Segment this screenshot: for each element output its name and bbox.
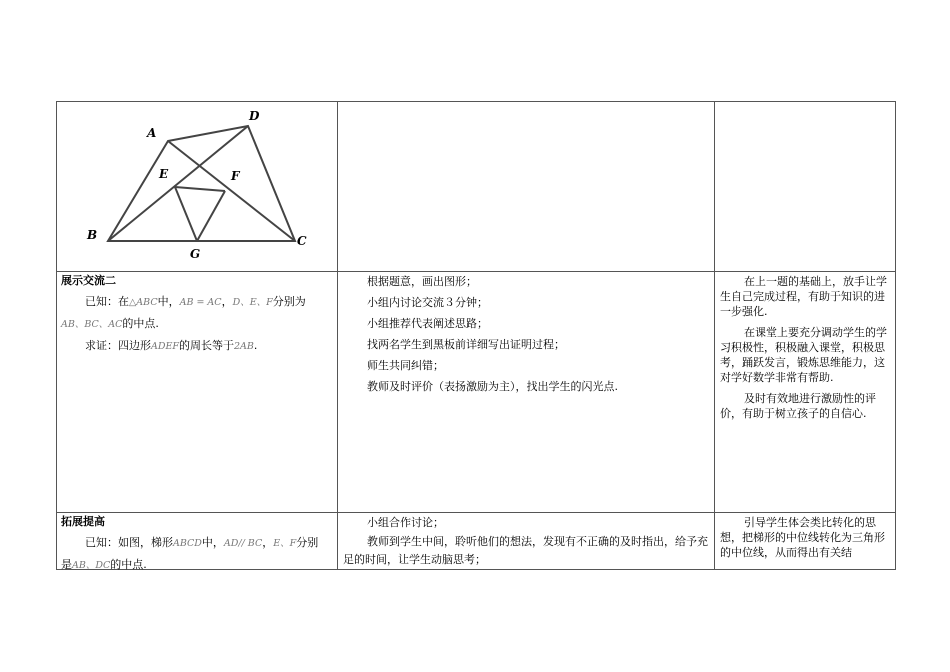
column-divider-2	[714, 102, 715, 569]
section2-title: 拓展提高	[61, 515, 105, 528]
section2-given-cont: 是AB、DC的中点.	[61, 558, 147, 571]
intent-paragraph: 在课堂上要充分调动学生的学习积极性，积极融入课堂，积极思考，踊跃发言，锻炼思维能力，这对学好数学非常有帮助.	[720, 326, 887, 384]
lesson-table	[56, 101, 896, 570]
segment-ef	[175, 187, 225, 191]
intent-paragraph: 引导学生体会类比转化的思想，把梯形的中位线转化为三角形的中位线，从而得出有关结	[720, 516, 885, 559]
diagonal-bd	[108, 126, 248, 241]
activity-item: 根据题意，画出图形；	[367, 275, 477, 288]
section1-title: 展示交流二	[61, 274, 116, 287]
section1-prove: 求证：四边形ADEF的周长等于2AB.	[85, 339, 258, 352]
intent-paragraph: 在上一题的基础上，放手让学生自己完成过程，有助于知识的进一步强化.	[720, 275, 887, 318]
section1-given-cont: AB、BC、AC的中点.	[61, 317, 159, 330]
label-g: G	[190, 247, 201, 261]
segment-fg	[197, 191, 225, 241]
label-b: B	[87, 228, 98, 242]
section1-activities	[337, 271, 714, 397]
label-c: C	[297, 234, 307, 248]
activity-item: 师生共同纠错；	[367, 359, 444, 372]
section2-given: 已知：如图，梯形ABCD中，AD// BC，E、F分别	[85, 536, 319, 549]
section1-given: 已知：在△ABC中，AB = AC，D、E、F分别为	[85, 295, 306, 308]
segment-eg	[175, 187, 197, 241]
label-f: F	[231, 169, 240, 183]
activity-item: 教师到学生中间，聆听他们的想法，发现有不正确的及时指出，给予充足的时间，让学生动脑思考；	[343, 535, 708, 566]
activity-item: 小组内讨论交流３分钟；	[367, 296, 488, 309]
activity-item: 教师及时评价（表扬激励为主），找出学生的闪光点.	[367, 380, 618, 393]
section2-activities	[337, 512, 714, 569]
figure-cell	[57, 102, 337, 271]
diagonal-ac	[168, 141, 295, 241]
trapezoid-abcd	[108, 126, 295, 241]
activity-item: 小组推荐代表阐述思路；	[367, 317, 488, 330]
intent-paragraph: 及时有效地进行激励性的评价，有助于树立孩子的自信心.	[720, 392, 876, 420]
section2-intent	[720, 515, 890, 570]
section2-left	[61, 512, 335, 576]
label-a: A	[147, 126, 157, 140]
label-d: D	[249, 109, 260, 123]
section1-intent	[720, 274, 890, 421]
activity-item: 找两名学生到黑板前详细写出证明过程；	[367, 338, 565, 351]
section1-left	[61, 271, 335, 357]
trapezoid-figure	[57, 102, 337, 271]
activity-item: 小组合作讨论；	[367, 516, 444, 529]
label-e: E	[159, 167, 169, 181]
